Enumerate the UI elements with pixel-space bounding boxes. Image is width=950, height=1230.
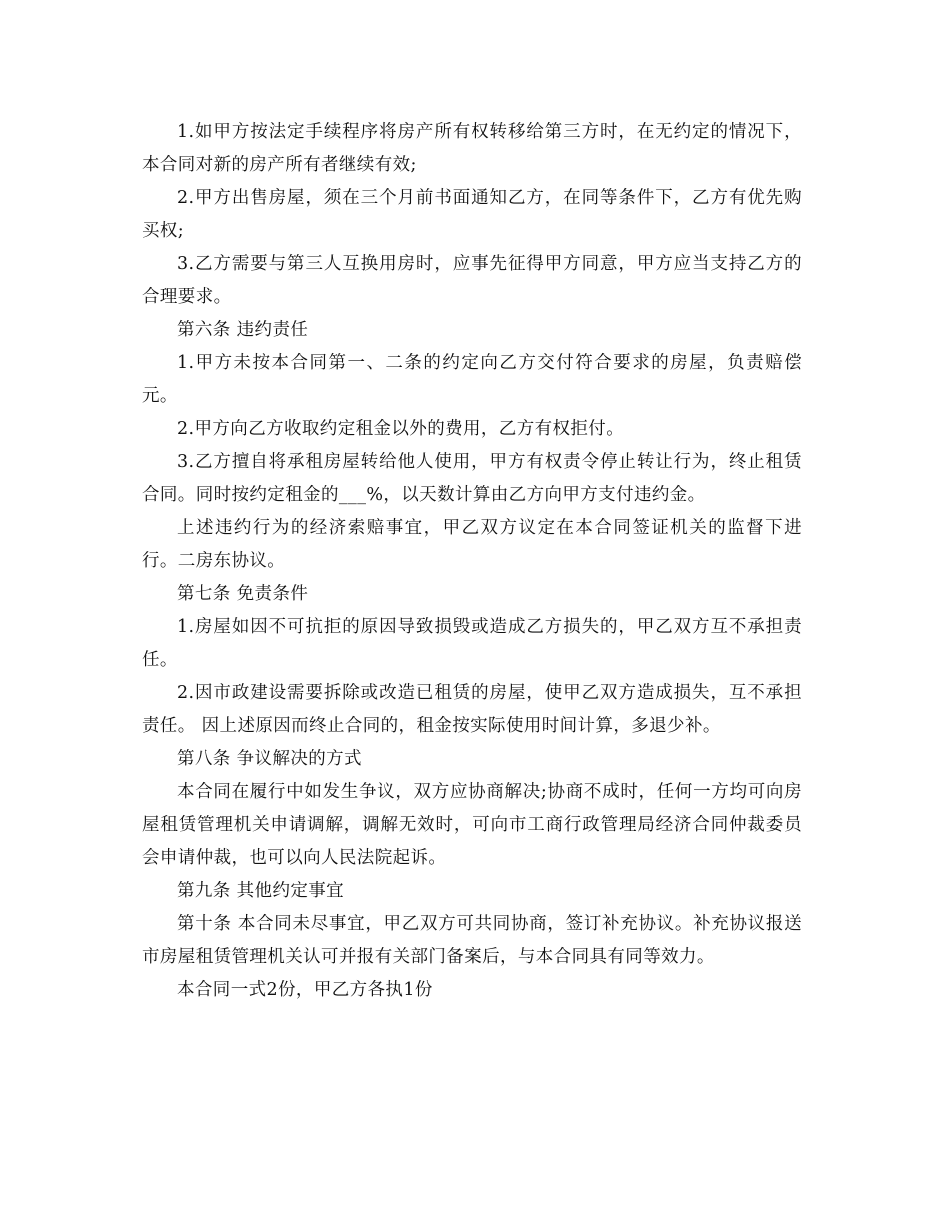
- clause-paragraph: 上述违约行为的经济索赔事宜，甲乙双方议定在本合同签证机关的监督下进行。二房东协议。: [142, 518, 802, 571]
- clause-paragraph: 2.甲方向乙方收取约定租金以外的费用，乙方有权拒付。: [177, 419, 625, 439]
- clause-paragraph: 3.乙方需要与第三人互换用房时，应事先征得甲方同意，甲方应当支持乙方的合理要求。: [142, 254, 802, 307]
- clause-paragraph: 第十条 本合同未尽事宜，甲乙双方可共同协商，签订补充协议。补充协议报送市房屋租赁管理机关认可并报有关部门备案后，与本合同具有同等效力。: [142, 914, 802, 967]
- section-heading: 第八条 争议解决的方式: [177, 749, 362, 769]
- clause-paragraph: 1.如甲方按法定手续程序将房产所有权转移给第三方时，在无约定的情况下，本合同对新的房产所有者继续有效;: [142, 122, 802, 175]
- closing-paragraph: 本合同一式2份，甲乙方各执1份: [177, 980, 433, 1000]
- clause-paragraph: 1.甲方未按本合同第一、二条的约定向乙方交付符合要求的房屋，负责赔偿元。: [142, 353, 802, 406]
- section-heading: 第七条 免责条件: [177, 584, 309, 604]
- clause-paragraph: 1.房屋如因不可抗拒的原因导致损毁或造成乙方损失的，甲乙双方互不承担责任。: [142, 617, 802, 670]
- section-heading: 第九条 其他约定事宜: [177, 881, 345, 901]
- clause-paragraph: 3.乙方擅自将承租房屋转给他人使用，甲方有权责令停止转让行为，终止租赁合同。同时按约定租金的___%，以天数计算由乙方向甲方支付违约金。: [142, 452, 802, 505]
- clause-paragraph: 2.因市政建设需要拆除或改造已租赁的房屋，使甲乙双方造成损失，互不承担责任。 因上述原因而终止合同的，租金按实际使用时间计算，多退少补。: [142, 683, 802, 736]
- clause-paragraph: 2.甲方出售房屋，须在三个月前书面通知乙方，在同等条件下，乙方有优先购买权;: [142, 188, 802, 241]
- document-body: [142, 116, 802, 1007]
- clause-paragraph: 本合同在履行中如发生争议，双方应协商解决;协商不成时，任何一方均可向房屋租赁管理机关申请调解，调解无效时，可向市工商行政管理局经济合同仲裁委员会申请仲裁，也可以向人民法院起诉。: [142, 782, 802, 868]
- section-heading: 第六条 违约责任: [177, 320, 309, 340]
